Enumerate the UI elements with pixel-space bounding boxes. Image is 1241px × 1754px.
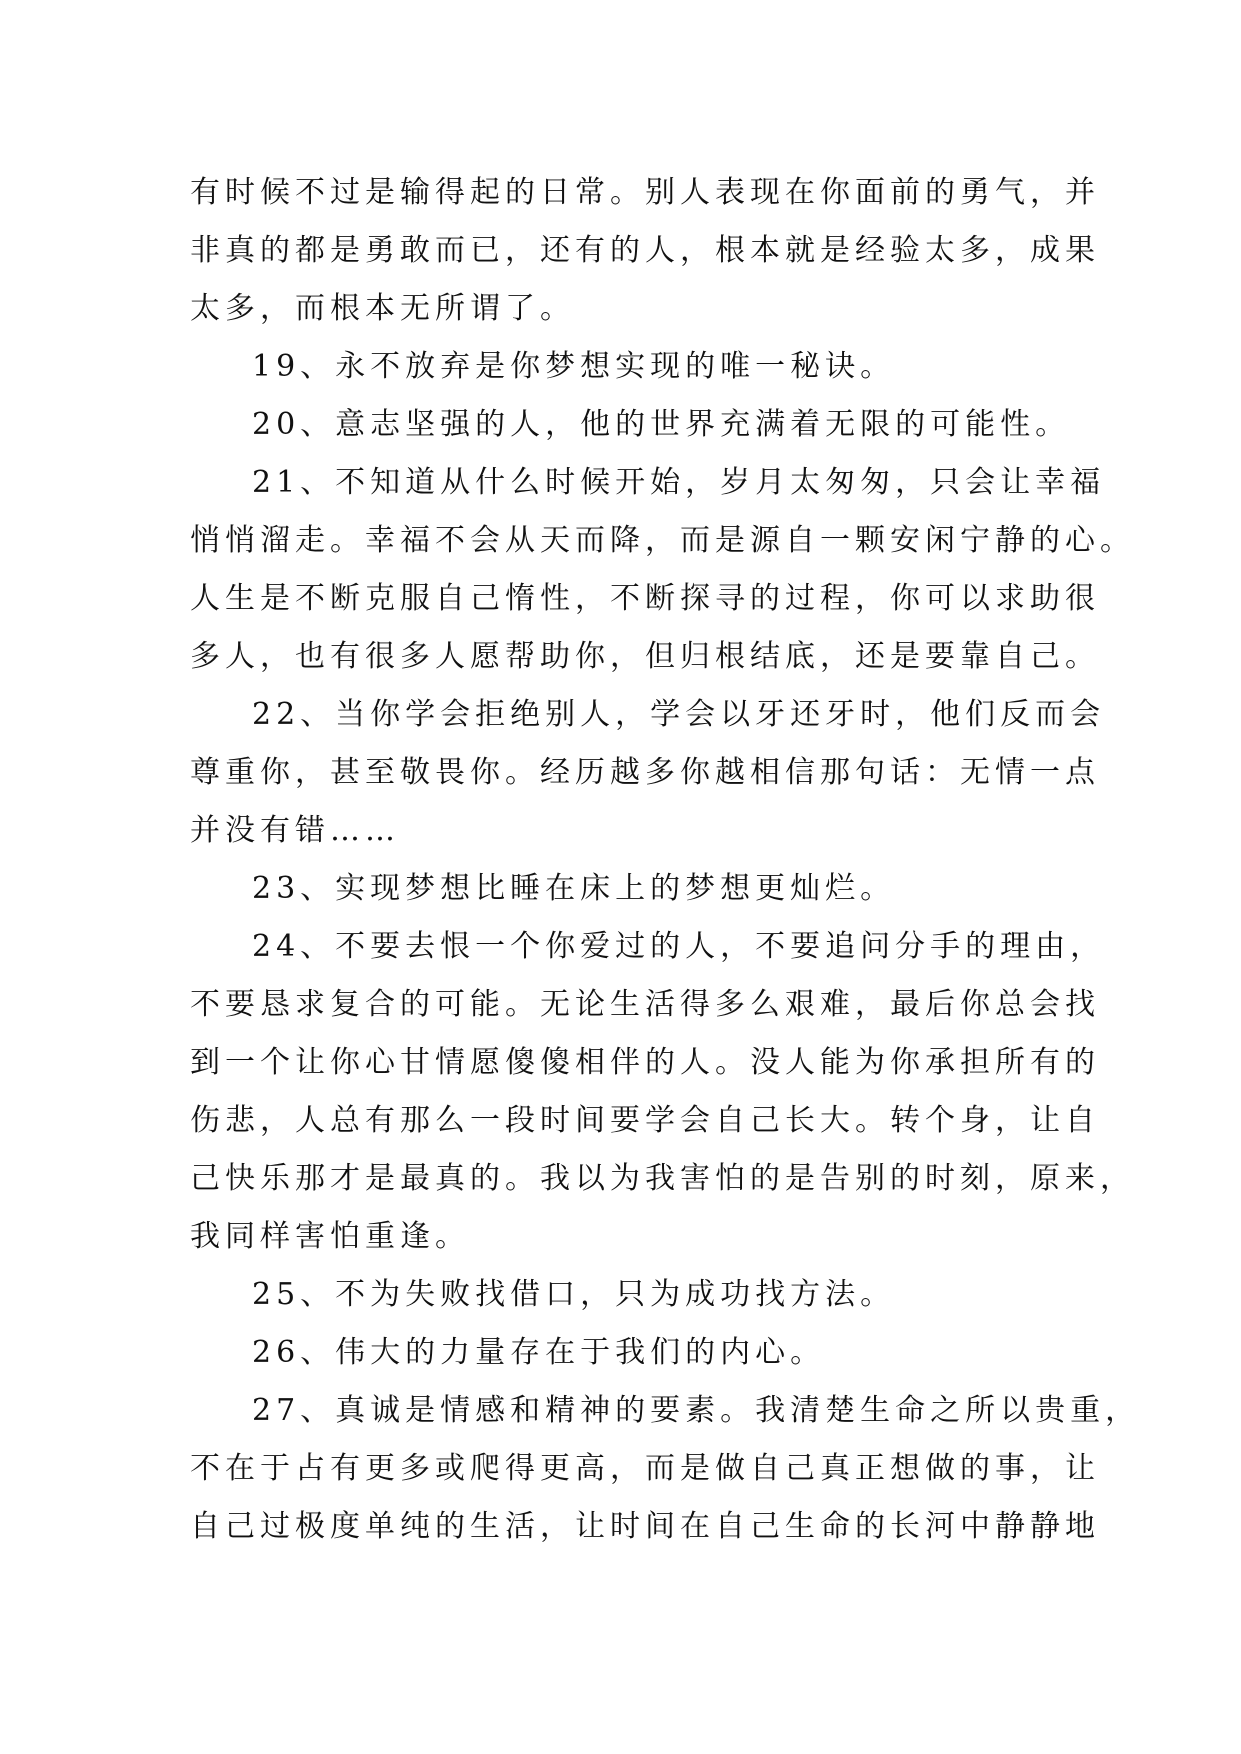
text-line: 19、永不放弃是你梦想实现的唯一秘诀。 [252, 349, 896, 384]
text-line: 伤悲，人总有那么一段时间要学会自己长大。转个身，让自 [190, 1103, 1100, 1138]
text-line: 23、实现梦想比睡在床上的梦想更灿烂。 [252, 871, 896, 906]
text-line: 并没有错…… [190, 813, 400, 848]
text-line: 24、不要去恨一个你爱过的人，不要追问分手的理由， [252, 929, 1106, 964]
text-line: 太多，而根本无所谓了。 [190, 291, 575, 326]
text-line: 27、真诚是情感和精神的要素。我清楚生命之所以贵重， [252, 1393, 1141, 1428]
document-body [190, 164, 1141, 1556]
text-line: 21、不知道从什么时候开始，岁月太匆匆，只会让幸福 [252, 465, 1106, 500]
text-line: 悄悄溜走。幸福不会从天而降，而是源自一颗安闲宁静的心。 [190, 523, 1135, 558]
text-line: 自己过极度单纯的生活，让时间在自己生命的长河中静静地 [190, 1509, 1100, 1544]
text-line: 己快乐那才是最真的。我以为我害怕的是告别的时刻，原来， [190, 1161, 1135, 1196]
text-line: 不在于占有更多或爬得更高，而是做自己真正想做的事，让 [190, 1451, 1100, 1486]
text-line: 尊重你，甚至敬畏你。经历越多你越相信那句话：无情一点 [190, 755, 1100, 790]
text-line: 有时候不过是输得起的日常。别人表现在你面前的勇气，并 [190, 175, 1100, 210]
text-line: 非真的都是勇敢而已，还有的人，根本就是经验太多，成果 [190, 233, 1100, 268]
text-line: 人生是不断克服自己惰性，不断探寻的过程，你可以求助很 [190, 581, 1100, 616]
text-line: 我同样害怕重逢。 [190, 1219, 470, 1254]
text-line: 22、当你学会拒绝别人，学会以牙还牙时，他们反而会 [252, 697, 1106, 732]
text-line: 到一个让你心甘情愿傻傻相伴的人。没人能为你承担所有的 [190, 1045, 1100, 1080]
text-line: 多人，也有很多人愿帮助你，但归根结底，还是要靠自己。 [190, 639, 1100, 674]
text-line: 25、不为失败找借口，只为成功找方法。 [252, 1277, 896, 1312]
text-line: 20、意志坚强的人，他的世界充满着无限的可能性。 [252, 407, 1071, 442]
text-line: 不要恳求复合的可能。无论生活得多么艰难，最后你总会找 [190, 987, 1100, 1022]
text-line: 26、伟大的力量存在于我们的内心。 [252, 1335, 826, 1370]
